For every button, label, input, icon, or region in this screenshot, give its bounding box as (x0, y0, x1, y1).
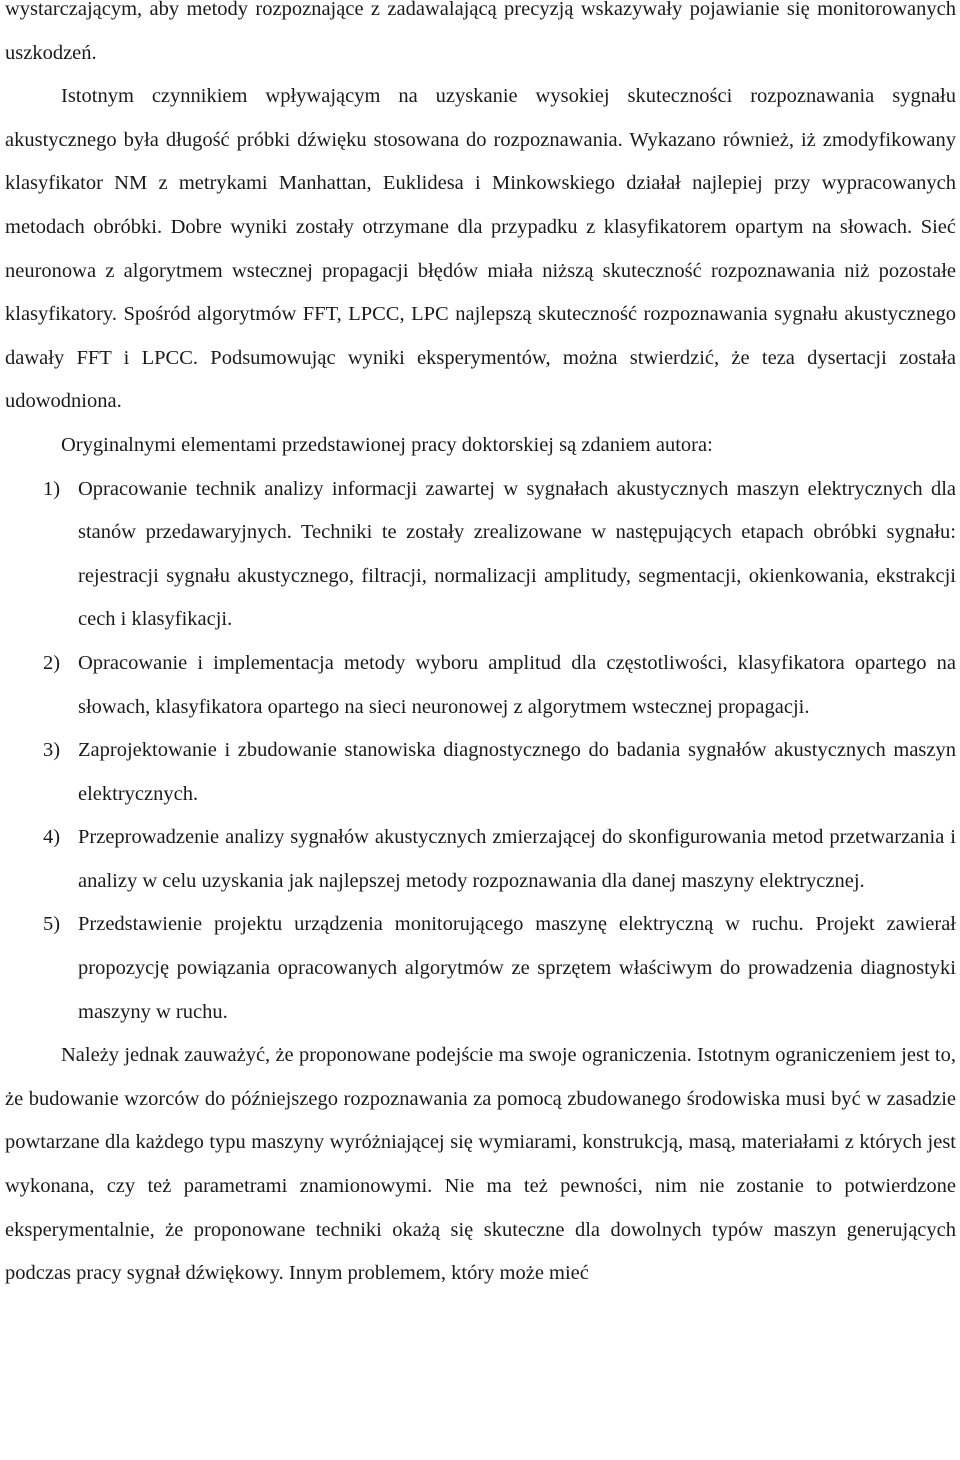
list-item-text: Zaprojektowanie i zbudowanie stanowiska diagnostycznego do badania sygnałów akustycznych maszyn elektrycznych. (78, 739, 956, 805)
list-item (43, 816, 956, 903)
list-item (43, 468, 956, 642)
list-item-text: Opracowanie technik analizy informacji zawartej w sygnałach akustycznych maszyn elektrycznych dla stanów przedawaryjnych. Techniki te zostały zrealizowane w następujących etapach obróbki sygnału: rejestracji sygnału akustycznego, filtracji, normalizacji amplitudy, segmentacji, okienkowania, ekstrakcji cech i klasyfikacji. (78, 477, 956, 631)
paragraph-conclusions: Istotnym czynnikiem wpływającym na uzyskanie wysokiej skuteczności rozpoznawania sygnału akustycznego była długość próbki dźwięku stosowana do rozpoznawania. Wykazano również, iż zmodyfikowany klasyfikator NM z metrykami Manhattan, Euklidesa i Minkowskiego działał najlepiej przy wypracowanych metodach obróbki. Dobre wyniki zostały otrzymane dla przypadku z klasyfikatorem opartym na słowach. Sieć neuronowa z algorytmem wstecznej propagacji błędów miała niższą skuteczność rozpoznawania niż pozostałe klasyfikatory. Spośród algorytmów FFT, LPCC, LPC najlepszą skuteczność rozpoznawania sygnału akustycznego dawały FFT i LPCC. Podsumowując wyniki eksperymentów, można stwierdzić, że teza dysertacji została udowodniona. (5, 85, 956, 413)
list-item-number: 5) (43, 913, 61, 936)
paragraph-original-elements-intro: Oryginalnymi elementami przedstawionej pracy doktorskiej są zdaniem autora: (61, 433, 713, 456)
paragraph-continuation: wystarczającym, aby metody rozpoznające z zadawalającą precyzją wskazywały pojawianie się monitorowanych uszkodzeń. (5, 0, 956, 64)
list-item-number: 2) (43, 651, 61, 674)
list-item-number: 3) (43, 739, 61, 762)
list-item-number: 4) (43, 826, 61, 849)
list-item (43, 903, 956, 1034)
original-elements-list (5, 468, 956, 1035)
list-item (43, 642, 956, 729)
list-item-text: Przeprowadzenie analizy sygnałów akustycznych zmierzającej do skonfigurowania metod przetwarzania i analizy w celu uzyskania jak najlepszej metody rozpoznawania dla danej maszyny elektrycznej. (78, 826, 956, 892)
list-item-text: Przedstawienie projektu urządzenia monitorującego maszynę elektryczną w ruchu. Projekt zawierał propozycję powiązania opracowanych algorytmów ze sprzętem właściwym do prowadzenia diagnostyki maszyny w ruchu. (78, 913, 956, 1023)
list-item-text: Opracowanie i implementacja metody wyboru amplitud dla częstotliwości, klasyfikatora opartego na słowach, klasyfikatora opartego na sieci neuronowej z algorytmem wstecznej propagacji. (78, 651, 956, 718)
list-item-number: 1) (43, 477, 61, 500)
paragraph-limitations: Należy jednak zauważyć, że proponowane podejście ma swoje ograniczenia. Istotnym ograniczeniem jest to, że budowanie wzorców do późniejszego rozpoznawania za pomocą zbudowanego środowiska musi być w zasadzie powtarzane dla każdego typu maszyny wyróżniającej się wymiarami, konstrukcją, masą, materiałami z których jest wykonana, czy też parametrami znamionowymi. Nie ma też pewności, nim nie zostanie to potwierdzone eksperymentalnie, że proponowane techniki okażą się skuteczne dla dowolnych typów maszyn generujących podczas pracy sygnał dźwiękowy. Innym problemem, który może mieć (5, 1044, 956, 1285)
list-item (43, 729, 956, 816)
